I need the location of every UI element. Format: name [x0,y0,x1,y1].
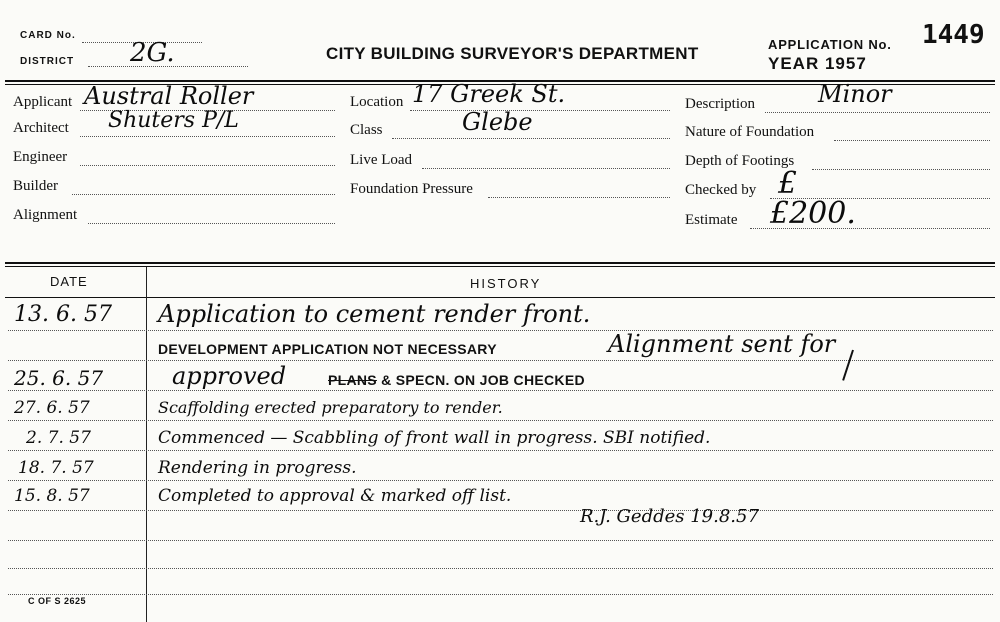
ruled-line [8,480,993,481]
history-entry: Commenced — Scabbling of front wall in progress. SBI notified. [158,428,711,448]
applicant-value: Austral Roller [84,82,254,110]
location-label: Location [350,94,404,110]
foundation-pressure-label: Foundation Pressure [350,181,473,197]
description-line [765,112,990,113]
history-top-rule [5,262,995,264]
ruled-line [8,420,993,421]
builder-label: Builder [13,178,58,194]
live-load-label: Live Load [350,152,413,168]
ruled-line [8,390,993,391]
history-date: 25. 6. 57 [14,366,104,390]
handwritten-stroke [842,350,854,381]
alignment-line [88,223,335,224]
history-date: 13. 6. 57 [14,302,112,327]
district-label: DISTRICT [20,56,75,67]
ruled-line [8,450,993,451]
history-entry: Scaffolding erected preparatory to render. [158,398,503,417]
live-load-line [422,168,670,169]
description-value: Minor [818,80,892,108]
header-bottom-rule [5,297,995,298]
history-column-header: HISTORY [470,276,542,291]
history-date: 27. 6. 57 [14,398,90,418]
department-title: CITY BUILDING SURVEYOR'S DEPARTMENT [326,44,699,63]
applicant-label: Applicant [13,94,73,110]
architect-label: Architect [13,120,69,136]
plans-stamp [328,372,585,388]
history-date: 18. 7. 57 [18,458,94,478]
ruled-line [8,568,993,569]
form-code: C OF S 2625 [28,596,87,606]
depth-of-footings-label: Depth of Footings [685,153,795,169]
builder-line [72,194,335,195]
class-label: Class [350,122,383,138]
history-entry: approved [172,362,287,390]
description-label: Description [685,96,755,112]
date-column-header: DATE [50,274,88,289]
application-label: APPLICATION No. [768,37,892,52]
foundation-pressure-line [488,197,670,198]
engineer-line [80,165,335,166]
card-no-label: CARD No. [20,30,76,41]
history-top-rule-thin [5,266,995,267]
history-entry: Application to cement render front. [158,300,591,328]
architect-line [80,136,335,137]
history-date: 15. 8. 57 [14,486,90,506]
location-value: 17 Greek St. [412,80,566,108]
history-entry: Completed to approval & marked off list. [158,486,512,506]
alignment-label: Alignment [13,207,78,223]
depth-of-footings-line [812,169,990,170]
history-date: 2. 7. 57 [26,428,91,448]
district-value: 2G. [130,38,175,68]
history-entry: Rendering in progress. [158,458,357,478]
checked-by-label: Checked by [685,182,757,198]
year-label: YEAR 1957 [768,54,867,73]
development-stamp: DEVELOPMENT APPLICATION NOT NECESSARY [158,341,497,357]
ruled-line [8,510,993,511]
ruled-line [8,330,993,331]
history-entry: Alignment sent for [608,330,836,358]
architect-value: Shuters P/L [108,108,239,133]
class-value: Glebe [462,108,533,136]
application-number: 1449 [922,20,985,50]
estimate-label: Estimate [685,212,738,228]
checked-by-value: £ [778,166,798,201]
surveyor-signature: R.J. Geddes 19.8.57 [580,506,759,527]
estimate-value: £200. [770,196,856,231]
nature-of-foundation-line [834,140,990,141]
nature-of-foundation-label: Nature of Foundation [685,124,815,140]
engineer-label: Engineer [13,149,68,165]
location-line [410,110,670,111]
specn-stamp: & SPECN. ON JOB CHECKED [381,372,585,388]
class-line [392,138,670,139]
plans-struck: PLANS [328,372,377,388]
ruled-line [8,540,993,541]
ruled-line [8,594,993,595]
ruled-line [8,360,993,361]
